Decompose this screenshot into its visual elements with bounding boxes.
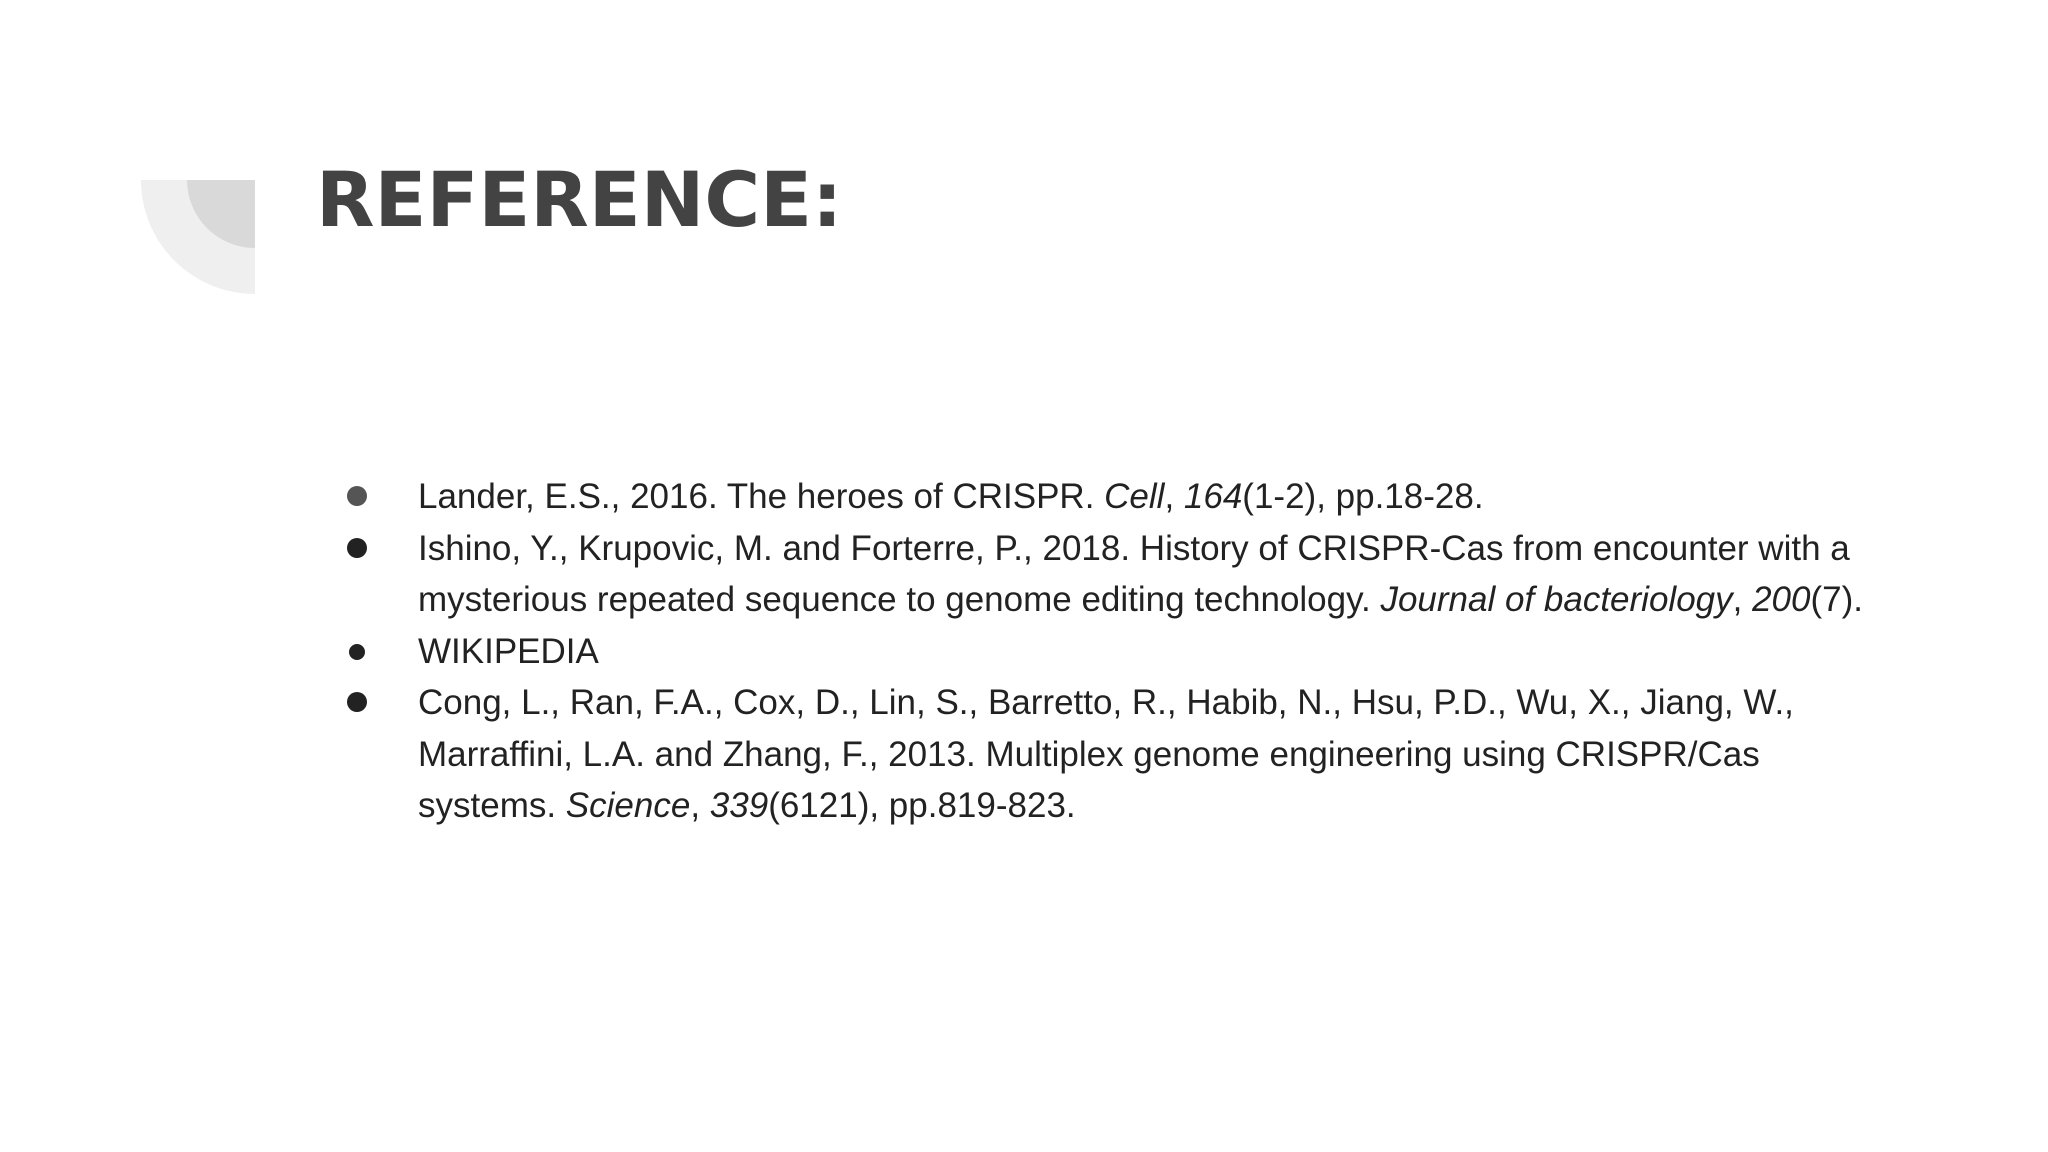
reference-text: Cong, L., Ran, F.A., Cox, D., Lin, S., Barretto, R., Habib, N., Hsu, P.D., Wu, X., Jiang, W., Marraffini, L.A. and Zhang, F., 2013. Multiplex genome engineering using CRISPR/Cas systems.	[418, 683, 1794, 825]
journal-volume: 200	[1752, 580, 1811, 619]
reference-text: WIKIPEDIA	[418, 631, 599, 671]
reference-text: Lander, E.S., 2016. The heroes of CRISPR.	[418, 477, 1105, 516]
quarter-circle-decoration-icon	[141, 180, 255, 294]
reference-list	[418, 471, 1888, 832]
separator: ,	[1732, 580, 1753, 619]
bullet-dot-icon	[347, 538, 367, 558]
reference-pages: (6121), pp.819-823.	[768, 786, 1076, 825]
page-title: REFERENCE:	[316, 155, 843, 244]
journal-name: Journal of bacteriology	[1380, 580, 1733, 619]
separator: ,	[1164, 477, 1184, 516]
list-item	[418, 523, 1888, 626]
journal-name: Cell	[1104, 477, 1165, 516]
reference-pages: (1-2), pp.18-28.	[1242, 477, 1484, 516]
bullet-dot-icon	[349, 644, 365, 660]
bullet-dot-icon	[347, 486, 367, 506]
reference-pages: (7).	[1810, 580, 1863, 619]
list-item	[418, 677, 1888, 832]
list-item	[418, 471, 1888, 523]
journal-volume: 164	[1183, 477, 1243, 516]
journal-name: Science	[565, 786, 691, 825]
list-item	[418, 626, 1888, 678]
reference-text: Ishino, Y., Krupovic, M. and Forterre, P., 2018. History of CRISPR-Cas from encounter with a mysterious repeated sequence to genome editing technology.	[418, 528, 1850, 619]
journal-volume: 339	[709, 786, 769, 825]
separator: ,	[690, 786, 710, 825]
bullet-dot-icon	[347, 692, 367, 712]
